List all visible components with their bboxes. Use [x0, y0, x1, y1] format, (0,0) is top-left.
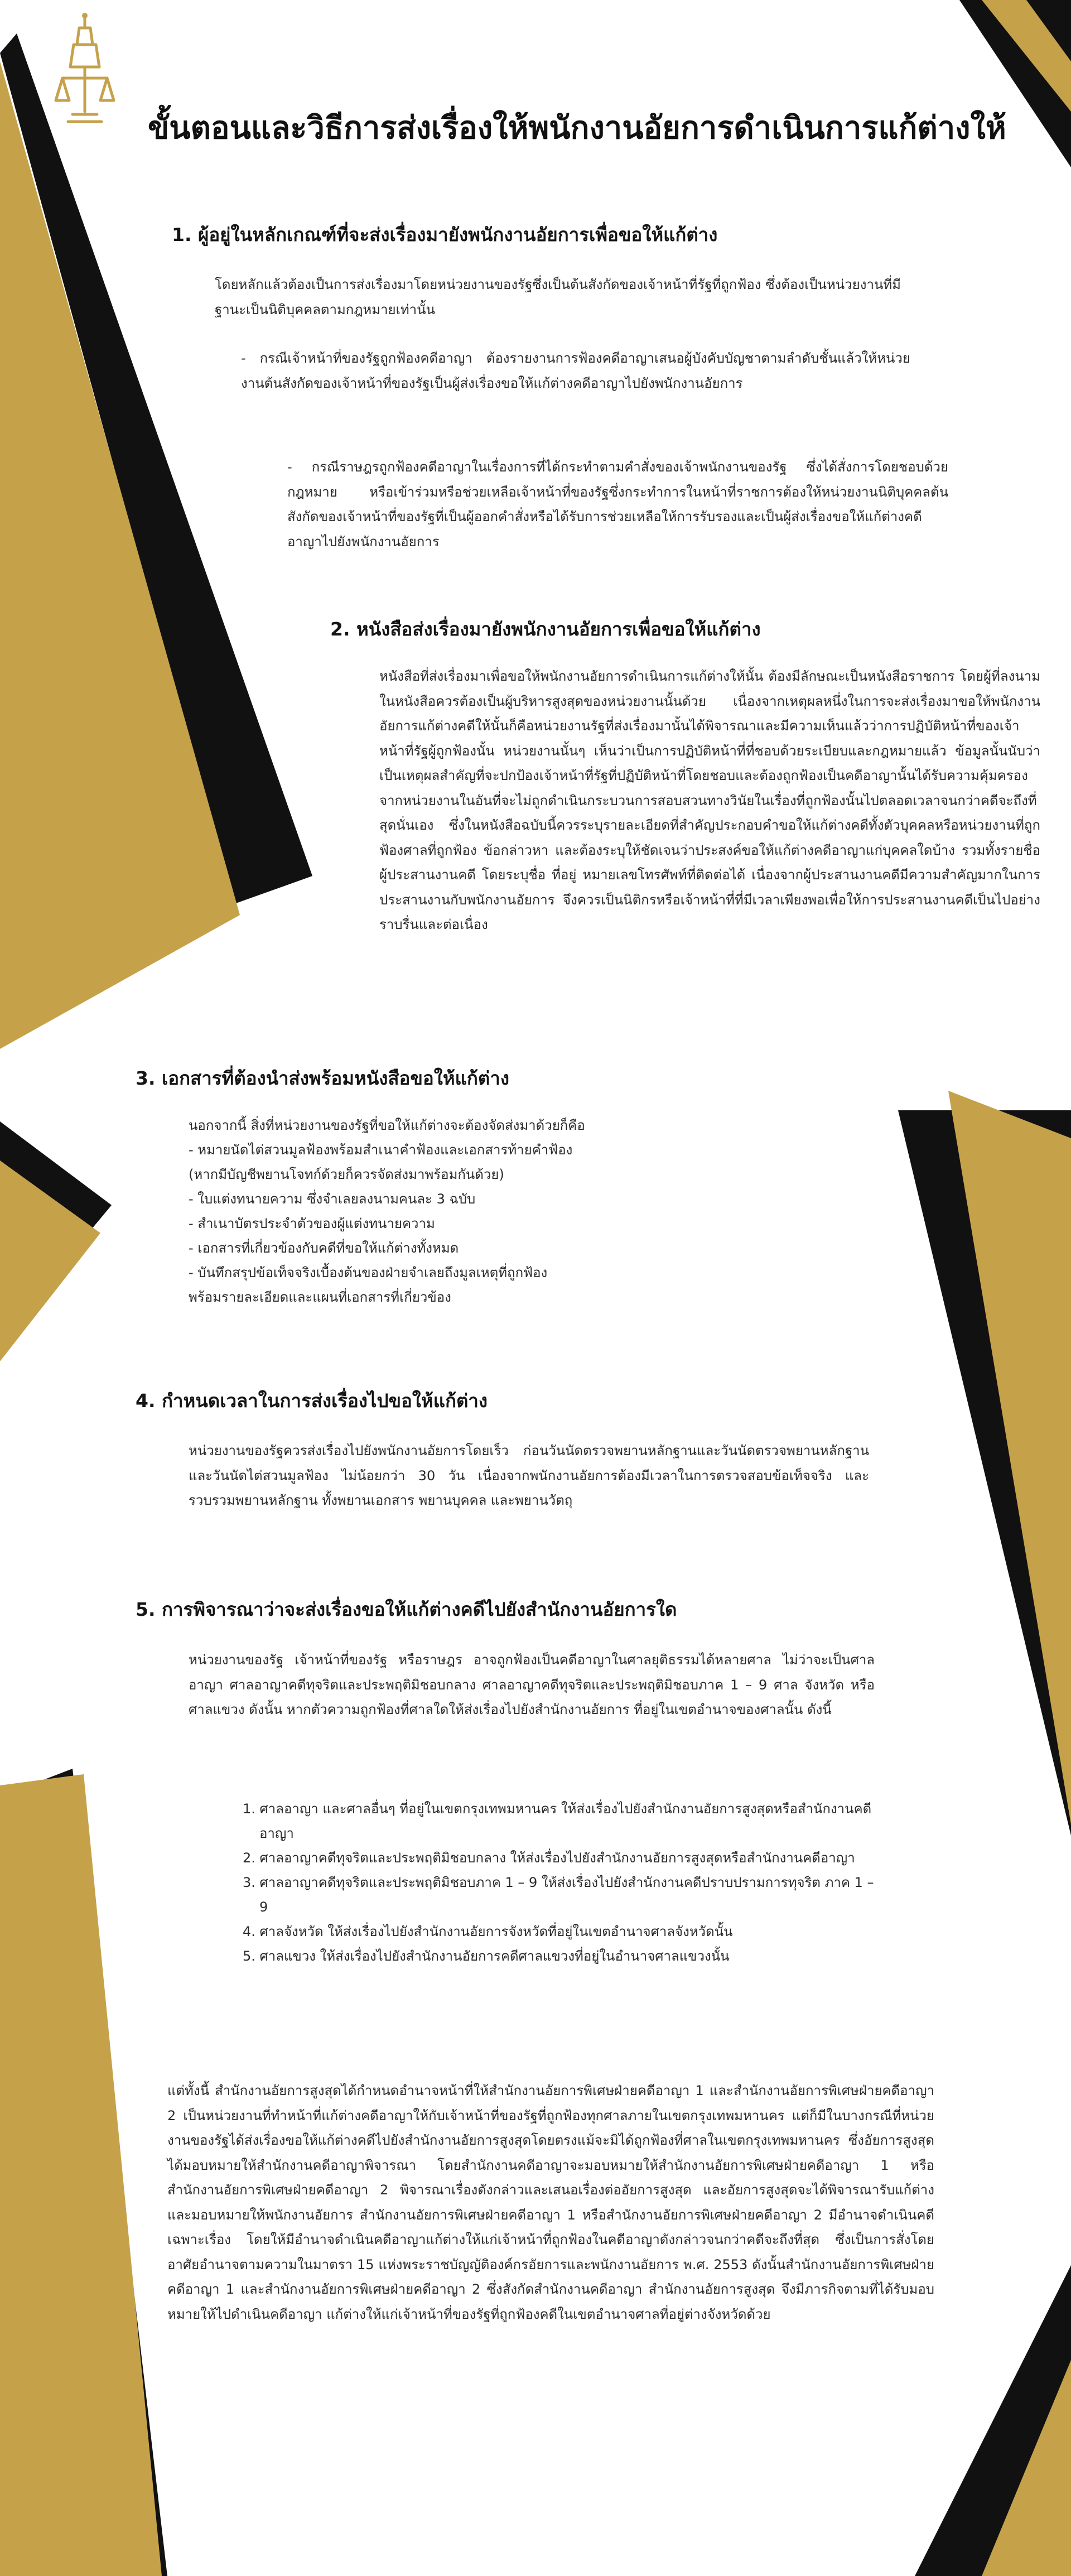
- section-3-document-list: [189, 1113, 802, 1309]
- section-3-heading: 3. เอกสารที่ต้องนำส่งพร้อมหนังสือขอให้แก้ต่าง: [136, 1067, 509, 1089]
- document-list-line: - บันทึกสรุปข้อเท็จจริงเบื้องต้นของฝ่ายจำเลยถึงมูลเหตุที่ถูกฟ้อง: [189, 1265, 548, 1280]
- section-1-bullet-2: - กรณีราษฎรถูกฟ้องคดีอาญาในเรื่องการที่ได้กระทำตามคำสั่งของเจ้าพนักงานของรัฐ ซึ่งได้สั่งการโดยชอบด้วยกฎหมาย หรือเข้าร่วมหรือช่วยเหลือเจ้าหน้าที่ของรัฐซึ่งกระทำการในหน้าที่ราชการต้องให้หน่วยงานนิติบุคคลต้นสังกัดของเจ้าหน้าที่ของรัฐที่เป็นผู้ออกคำสั่งหรือได้รับการช่วยเหลือให้การรับรองและเป็นผู้ส่งเรื่องขอให้แก้ต่างคดีอาญาไปยังพนักงานอัยการ: [287, 459, 948, 550]
- court-office-item: 4. ศาลจังหวัด ให้ส่งเรื่องไปยังสำนักงานอัยการจังหวัดที่อยู่ในเขตอำนาจศาลจังหวัดนั้น: [243, 1924, 733, 1939]
- court-office-item: 2. ศาลอาญาคดีทุจริตและประพฤติมิชอบกลาง ให้ส่งเรื่องไปยังสำนักงานอัยการสูงสุดหรือสำนักงานคดีอาญา: [243, 1850, 855, 1866]
- court-office-list: [243, 1797, 876, 1968]
- document-list-line: นอกจากนี้ สิ่งที่หน่วยงานของรัฐที่ขอให้แก้ต่างจะต้องจัดส่งมาด้วยก็คือ: [189, 1118, 585, 1133]
- document-list-line: - ใบแต่งทนายความ ซึ่งจำเลยลงนามคนละ 3 ฉบับ: [189, 1191, 476, 1207]
- document-list-line: - สำเนาบัตรประจำตัวของผู้แต่งทนายความ: [189, 1216, 435, 1231]
- court-office-item: 5. ศาลแขวง ให้ส่งเรื่องไปยังสำนักงานอัยการคดีศาลแขวงที่อยู่ในอำนาจศาลแขวงนั้น: [243, 1948, 730, 1964]
- section-5-closing: แต่ทั้งนี้ สำนักงานอัยการสูงสุดได้กำหนดอำนาจหน้าที่ให้สำนักงานอัยการพิเศษฝ่ายคดีอาญา 1 และสำนักงานอัยการพิเศษฝ่ายคดีอาญา 2 เป็นหน่วยงานที่ทำหน้าที่แก้ต่างคดีอาญาให้กับเจ้าหน้าที่ของรัฐที่ถูกฟ้องทุกศาลภายในเขตกรุงเทพมหานคร แต่ก็มีในบางกรณีที่หน่วยงานของรัฐได้ส่งเรื่องขอให้แก้ต่างคดีไปยังสำนักงานอัยการสูงสุดโดยตรงแม้จะมิได้ถูกฟ้องที่ศาลในเขตกรุงเทพมหานคร ซึ่งอัยการสูงสุดได้มอบหมายให้สำนักงานคดีอาญาพิจารณา โดยสำนักงานคดีอาญาจะมอบหมายให้สำนักงานอัยการพิเศษฝ่ายคดีอาญา 1 หรือสำนักงานอัยการพิเศษฝ่ายคดีอาญา 2 พิจารณาเรื่องดังกล่าวและเสนอเรื่องต่ออัยการสูงสุด และอัยการสูงสุดจะได้พิจารณารับแก้ต่างและมอบหมายให้พนักงานอัยการ สำนักงานอัยการพิเศษฝ่ายคดีอาญา 1 หรือสำนักงานอัยการพิเศษฝ่ายคดีอาญา 2 มีอำนาจดำเนินคดีเฉพาะเรื่อง โดยให้มีอำนาจดำเนินคดีอาญาแก้ต่างให้แก่เจ้าหน้าที่ถูกฟ้องในคดีอาญาดังกล่าวจนกว่าคดีจะถึงที่สุด ซึ่งเป็นการสั่งโดยอาศัยอำนาจตามความในมาตรา 15 แห่งพระราชบัญญัติองค์กรอัยการและพนักงานอัยการ พ.ศ. 2553 ดังนั้นสำนักงานอัยการพิเศษฝ่ายคดีอาญา 1 และสำนักงานอัยการพิเศษฝ่ายคดีอาญา 2 ซึ่งสังกัดสำนักงานคดีอาญา สำนักงานอัยการสูงสุด จึงมีภารกิจตามที่ได้รับมอบหมายให้ไปดำเนินคดีอาญา แก้ต่างให้แก่เจ้าหน้าที่ของรัฐที่ถูกฟ้องคดีในเขตอำนาจศาลที่อยู่ต่างจังหวัดด้วย: [167, 2083, 934, 2322]
- court-office-item: 3. ศาลอาญาคดีทุจริตและประพฤติมิชอบภาค 1 – 9 ให้ส่งเรื่องไปยังสำนักงานคดีปราบปรามการทุจริต ภาค 1 – 9: [243, 1875, 874, 1915]
- document-list-line: - เอกสารที่เกี่ยวข้องกับคดีที่ขอให้แก้ต่างทั้งหมด: [189, 1240, 459, 1256]
- section-2-heading: 2. หนังสือส่งเรื่องมายังพนักงานอัยการเพื่อขอให้แก้ต่าง: [330, 618, 761, 640]
- section-5-heading: 5. การพิจารณาว่าจะส่งเรื่องขอให้แก้ต่างคดีไปยังสำนักงานอัยการใด: [136, 1598, 677, 1620]
- section-1-bullet-1: - กรณีเจ้าหน้าที่ของรัฐถูกฟ้องคดีอาญา ต้องรายงานการฟ้องคดีอาญาเสนอผู้บังคับบัญชาตามลำดับชั้นแล้วให้หน่วยงานต้นสังกัดของเจ้าหน้าที่ของรัฐเป็นผู้ส่งเรื่องขอให้แก้ต่างคดีอาญาไปยังพนักงานอัยการ: [241, 350, 910, 391]
- document-list-line: - หมายนัดไต่สวนมูลฟ้องพร้อมสำเนาคำฟ้องและเอกสารท้ายคำฟ้อง: [189, 1142, 573, 1158]
- section-1-heading: 1. ผู้อยู่ในหลักเกณฑ์ที่จะส่งเรื่องมายังพนักงานอัยการเพื่อขอให้แก้ต่าง: [172, 224, 718, 245]
- document-list-line: พร้อมรายละเอียดและแผนที่เอกสารที่เกี่ยวข้อง: [189, 1289, 451, 1305]
- section-1-intro: โดยหลักแล้วต้องเป็นการส่งเรื่องมาโดยหน่วยงานของรัฐซึ่งเป็นต้นสังกัดของเจ้าหน้าที่รัฐที่ถูกฟ้อง ซึ่งต้องเป็นหน่วยงานที่มีฐานะเป็นนิติบุคคลตามกฎหมายเท่านั้น: [215, 277, 901, 317]
- section-4-heading: 4. กำหนดเวลาในการส่งเรื่องไปขอให้แก้ต่าง: [136, 1390, 488, 1412]
- section-4-body: หน่วยงานของรัฐควรส่งเรื่องไปยังพนักงานอัยการโดยเร็ว ก่อนวันนัดตรวจพยานหลักฐานและวันนัดตรวจพยานหลักฐานและวันนัดไต่สวนมูลฟ้อง ไม่น้อยกว่า 30 วัน เนื่องจากพนักงานอัยการต้องมีเวลาในการตรวจสอบข้อเท็จจริง และรวบรวมพยานหลักฐาน ทั้งพยานเอกสาร พยานบุคคล และพยานวัตถุ: [189, 1443, 869, 1508]
- section-2-body: หนังสือที่ส่งเรื่องมาเพื่อขอให้พนักงานอัยการดำเนินการแก้ต่างให้นั้น ต้องมีลักษณะเป็นหนังสือราชการ โดยผู้ที่ลงนามในหนังสือควรต้องเป็นผู้บริหารสูงสุดของหน่วยงานนั้นด้วย เนื่องจากเหตุผลหนึ่งในการจะส่งเรื่องมาขอให้พนักงานอัยการแก้ต่างคดีให้นั้นก็คือหน่วยงานรัฐที่ส่งเรื่องมานั้นได้พิจารณาและมีความเห็นแล้วว่าการปฏิบัติหน้าที่ของเจ้าหน้าที่รัฐผู้ถูกฟ้องนั้น หน่วยงานนั้นๆ เห็นว่าเป็นการปฏิบัติหน้าที่ที่ชอบด้วยระเบียบและกฎหมายแล้ว ข้อมูลนั้นนับว่าเป็นเหตุผลสำคัญที่จะปกป้องเจ้าหน้าที่รัฐที่ปฏิบัติหน้าที่โดยชอบและต้องถูกฟ้องเป็นคดีอาญานั้นได้รับความคุ้มครองจากหน่วยงานในอันที่จะไม่ถูกดำเนินกระบวนการสอบสวนทางวินัยในเรื่องที่ถูกฟ้องนั้นไปตลอดเวลาจนกว่าคดีจะถึงที่สุดนั่นเอง ซึ่งในหนังสือฉบับนี้ควรระบุรายละเอียดที่สำคัญประกอบคำขอให้แก้ต่างคดีทั้งตัวบุคคลหรือหน่วยงานที่ถูกฟ้องศาลที่ถูกฟ้อง ข้อกล่าวหา และต้องระบุให้ชัดเจนว่าประสงค์ขอให้แก้ต่างคดีอาญาแก่บุคคลใดบ้าง รวมทั้งรายชื่อผู้ประสานงานคดี โดยระบุชื่อ ที่อยู่ หมายเลขโทรศัพท์ที่ติดต่อได้ เนื่องจากผู้ประสานงานคดีมีความสำคัญมากในการประสานงานกับพนักงานอัยการ จึงควรเป็นนิติกรหรือเจ้าหน้าที่ที่มีเวลาเพียงพอเพื่อให้การประสานงานคดีเป็นไปอย่างราบรื่นและต่อเนื่อง: [379, 668, 1040, 932]
- scales-of-justice-emblem-icon: [51, 11, 118, 128]
- page-title: ขั้นตอนและวิธีการส่งเรื่องให้พนักงานอัยการดำเนินการแก้ต่างให้: [148, 110, 1006, 146]
- section-5-body: หน่วยงานของรัฐ เจ้าหน้าที่ของรัฐ หรือราษฎร อาจถูกฟ้องเป็นคดีอาญาในศาลยุติธรรมได้หลายศาล ไม่ว่าจะเป็นศาลอาญา ศาลอาญาคดีทุจริตและประพฤติมิชอบกลาง ศาลอาญาคดีทุจริตและประพฤติมิชอบภาค 1 – 9 ศาล จังหวัด หรือศาลแขวง ดังนั้น หากตัวความถูกฟ้องที่ศาลใดให้ส่งเรื่องไปยังสำนักงานอัยการ ที่อยู่ในเขตอำนาจของศาลนั้น ดังนี้: [189, 1652, 875, 1717]
- document-list-line: (หากมีบัญชีพยานโจทก์ด้วยก็ควรจัดส่งมาพร้อมกันด้วย): [189, 1167, 504, 1182]
- court-office-item: 1. ศาลอาญา และศาลอื่นๆ ที่อยู่ในเขตกรุงเทพมหานคร ให้ส่งเรื่องไปยังสำนักงานอัยการสูงสุดหรือสำนักงานคดีอาญา: [243, 1801, 872, 1841]
